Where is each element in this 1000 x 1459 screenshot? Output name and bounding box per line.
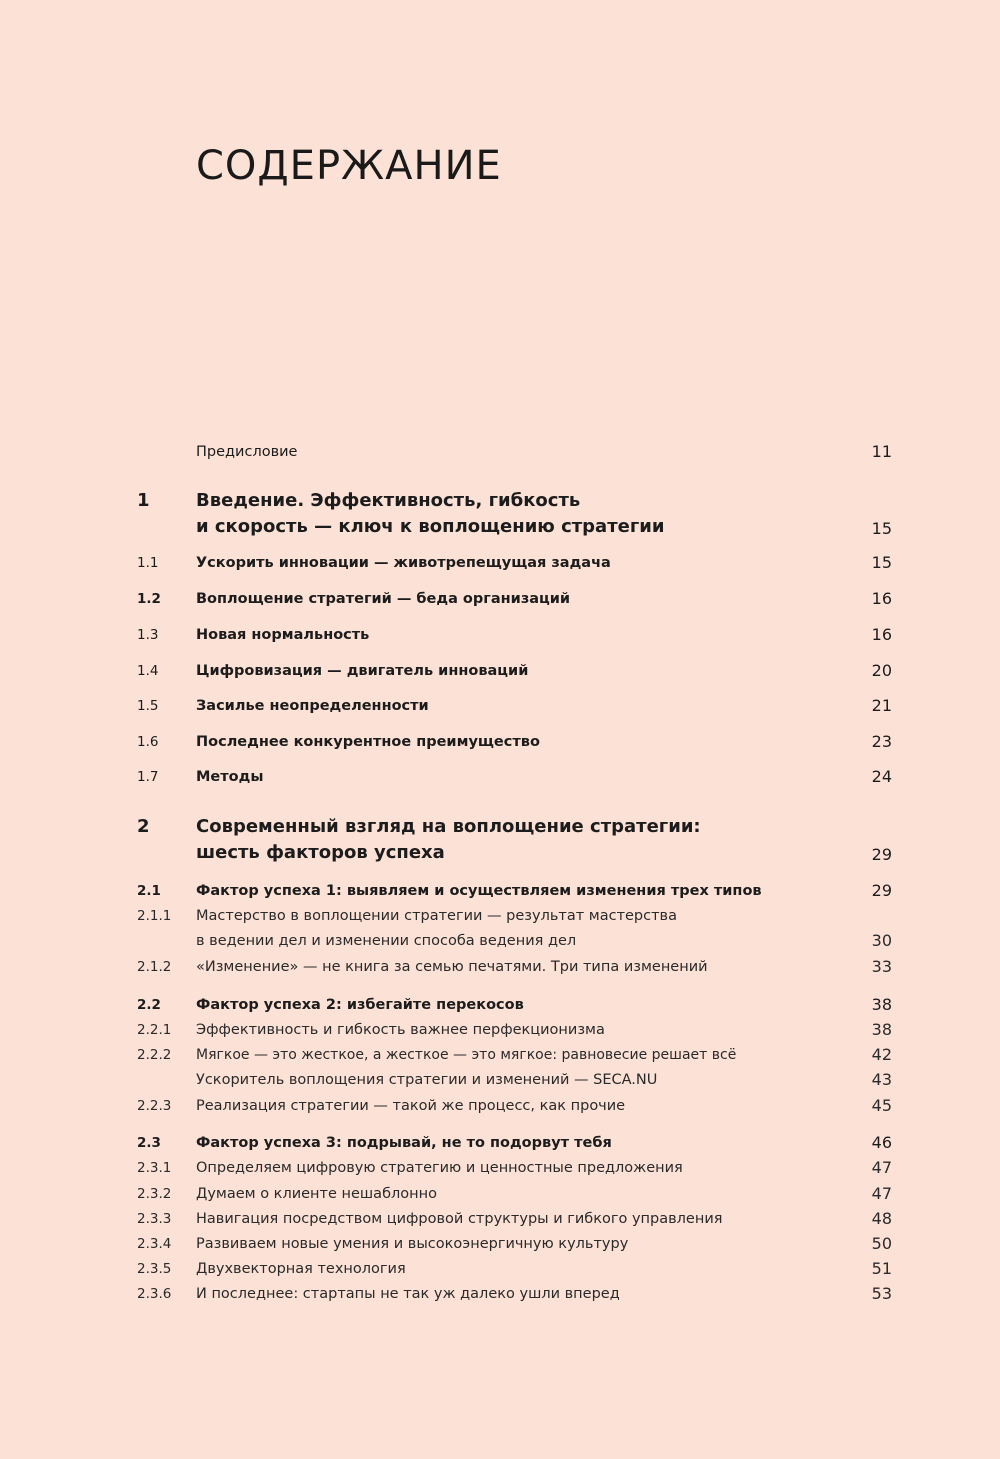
toc-entry-text: Засилье неопределенности bbox=[196, 698, 429, 714]
toc-entry-text: Новая нормальность bbox=[196, 627, 370, 643]
toc-entry-page: 21 bbox=[871, 696, 892, 715]
chapter-page: 15 bbox=[871, 519, 892, 538]
toc-entry-text: Цифровизация — двигатель инноваций bbox=[196, 663, 529, 679]
page-title: СОДЕРЖАНИЕ bbox=[196, 143, 502, 189]
toc-entry-text: Предисловие bbox=[196, 444, 298, 460]
toc-entry-number: 2.3.5 bbox=[137, 1261, 172, 1277]
toc-entry-number: 2.2.1 bbox=[137, 1022, 172, 1038]
toc-entry-text: Навигация посредством цифровой структуры и гибкого управления bbox=[196, 1211, 723, 1227]
toc-entry-text: Ускорить инновации — животрепещущая задача bbox=[196, 555, 611, 571]
toc-entry-page: 38 bbox=[871, 1020, 892, 1039]
toc-entry-page: 30 bbox=[871, 931, 892, 950]
toc-entry-number: 2.2.3 bbox=[137, 1098, 172, 1114]
toc-entry-page: 45 bbox=[871, 1096, 892, 1115]
toc-entry-text: в ведении дел и изменении способа ведения дел bbox=[196, 933, 577, 949]
toc-entry-page: 23 bbox=[871, 732, 892, 751]
toc-entry-page: 53 bbox=[871, 1284, 892, 1303]
toc-entry-text: Мастерство в воплощении стратегии — результат мастерства bbox=[196, 908, 677, 924]
toc-entry-text: Развиваем новые умения и высокоэнергичную культуру bbox=[196, 1236, 629, 1252]
toc-entry-text: Мягкое — это жесткое, а жесткое — это мягкое: равновесие решает всё bbox=[196, 1047, 737, 1063]
toc-entry-text: Реализация стратегии — такой же процесс, как прочие bbox=[196, 1098, 626, 1114]
toc-entry-page: 24 bbox=[871, 767, 892, 786]
toc-entry-number: 2.3.3 bbox=[137, 1211, 172, 1227]
toc-entry-text: Фактор успеха 1: выявляем и осуществляем изменения трех типов bbox=[196, 883, 762, 899]
toc-entry-page: 48 bbox=[871, 1209, 892, 1228]
chapter-title-line2: шесть факторов успеха bbox=[196, 842, 445, 863]
toc-entry-number: 2.3 bbox=[137, 1135, 161, 1151]
toc-entry-page: 43 bbox=[871, 1070, 892, 1089]
chapter-title-line2: и скорость — ключ к воплощению стратегии bbox=[196, 516, 665, 537]
toc-entry-page: 29 bbox=[871, 881, 892, 900]
chapter-title-line1: Введение. Эффективность, гибкость bbox=[196, 490, 581, 511]
toc-entry-text: Эффективность и гибкость важнее перфекционизма bbox=[196, 1022, 605, 1038]
toc-entry-number: 1.5 bbox=[137, 698, 159, 714]
chapter-title-line1: Современный взгляд на воплощение стратегии: bbox=[196, 816, 701, 837]
toc-entry-text: Воплощение стратегий — беда организаций bbox=[196, 591, 571, 607]
toc-entry-text: И последнее: стартапы не так уж далеко ушли вперед bbox=[196, 1286, 620, 1302]
toc-entry-page: 33 bbox=[871, 957, 892, 976]
toc-entry-number: 2.1.2 bbox=[137, 959, 172, 975]
chapter-number: 1 bbox=[137, 490, 150, 511]
toc-entry-page: 46 bbox=[871, 1133, 892, 1152]
toc-entry-page: 15 bbox=[871, 553, 892, 572]
toc-entry-page: 50 bbox=[871, 1234, 892, 1253]
toc-entry-text: Фактор успеха 3: подрывай, не то подорвут тебя bbox=[196, 1135, 612, 1151]
toc-entry-page: 42 bbox=[871, 1045, 892, 1064]
toc-entry-number: 2.3.1 bbox=[137, 1160, 172, 1176]
toc-entry-page: 51 bbox=[871, 1259, 892, 1278]
toc-entry-page: 11 bbox=[871, 442, 892, 461]
toc-entry-text: Последнее конкурентное преимущество bbox=[196, 734, 540, 750]
toc-entry-number: 1.7 bbox=[137, 769, 159, 785]
toc-entry-number: 2.3.2 bbox=[137, 1186, 172, 1202]
toc-entry-page: 16 bbox=[871, 625, 892, 644]
toc-entry-text: Определяем цифровую стратегию и ценностные предложения bbox=[196, 1160, 683, 1176]
toc-entry-text: Методы bbox=[196, 769, 264, 785]
toc-entry-number: 2.3.6 bbox=[137, 1286, 172, 1302]
toc-entry-text: «Изменение» — не книга за семью печатями. Три типа изменений bbox=[196, 959, 708, 975]
toc-entry-number: 2.1.1 bbox=[137, 908, 172, 924]
toc-entry-number: 1.6 bbox=[137, 734, 159, 750]
chapter-page: 29 bbox=[871, 845, 892, 864]
toc-entry-text: Думаем о клиенте нешаблонно bbox=[196, 1186, 437, 1202]
chapter-number: 2 bbox=[137, 816, 150, 837]
toc-entry-page: 16 bbox=[871, 589, 892, 608]
toc-entry-text: Двухвекторная технология bbox=[196, 1261, 406, 1277]
toc-entry-page: 47 bbox=[871, 1184, 892, 1203]
toc-entry-number: 1.2 bbox=[137, 591, 161, 607]
toc-entry-text: Фактор успеха 2: избегайте перекосов bbox=[196, 997, 524, 1013]
toc-entry-number: 2.2 bbox=[137, 997, 161, 1013]
toc-entry-text: Ускоритель воплощения стратегии и изменений — SECA.NU bbox=[196, 1072, 658, 1088]
toc-entry-number: 2.2.2 bbox=[137, 1047, 172, 1063]
toc-entry-page: 38 bbox=[871, 995, 892, 1014]
toc-entry-number: 1.4 bbox=[137, 663, 159, 679]
toc-entry-number: 2.1 bbox=[137, 883, 161, 899]
toc-entry-number: 2.3.4 bbox=[137, 1236, 172, 1252]
toc-entry-number: 1.3 bbox=[137, 627, 159, 643]
toc-entry-number: 1.1 bbox=[137, 555, 159, 571]
toc-entry-page: 20 bbox=[871, 661, 892, 680]
toc-entry-page: 47 bbox=[871, 1158, 892, 1177]
